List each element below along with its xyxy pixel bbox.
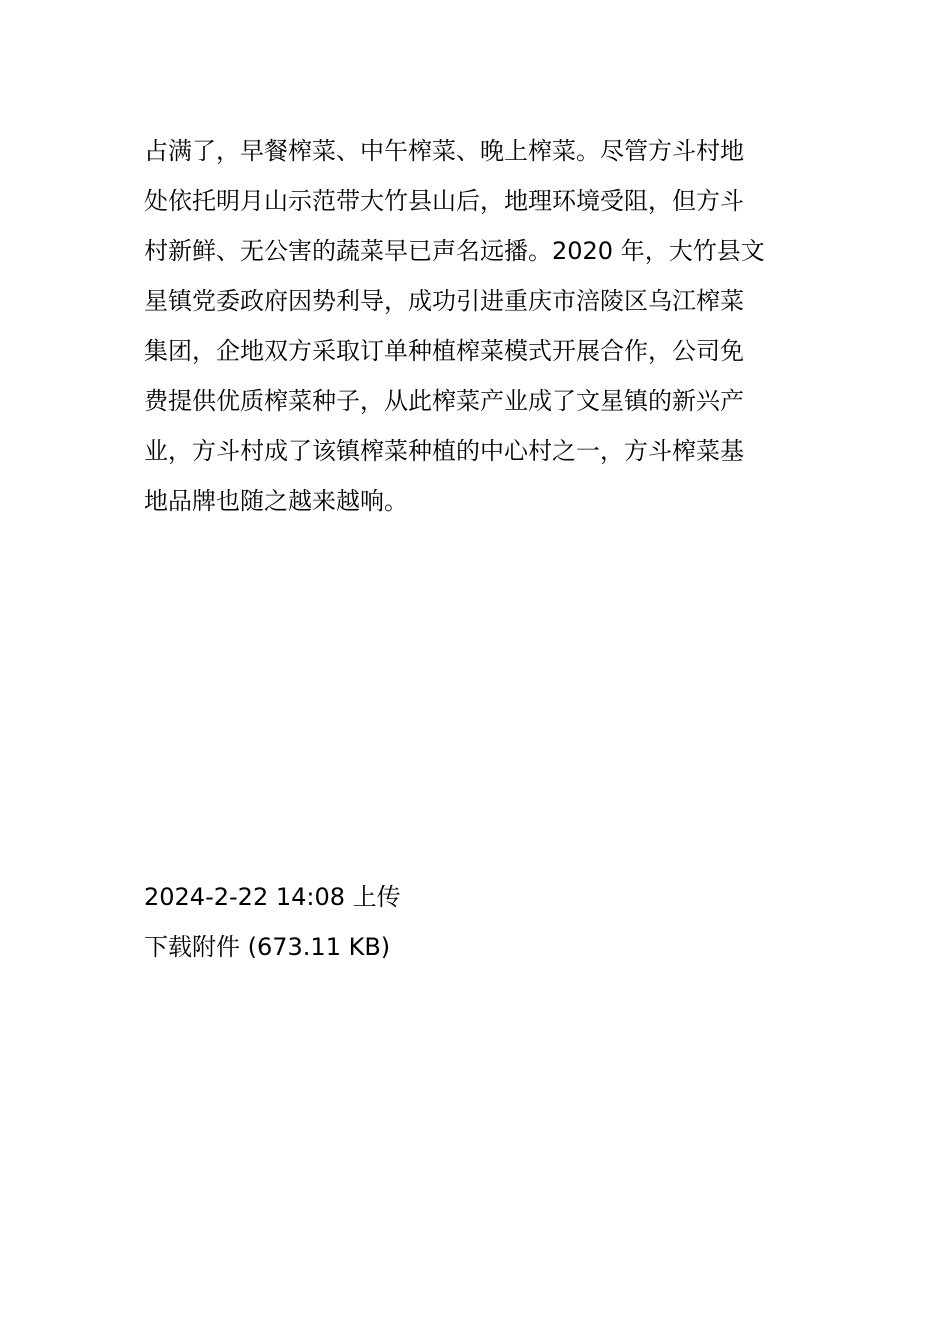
paragraph-line: 业，方斗村成了该镇榨菜种植的中心村之一，方斗榨菜基 (144, 437, 744, 465)
paragraph-line: 处依托明月山示范带大竹县山后，地理环境受阻，但方斗 (144, 187, 744, 215)
paragraph-line: 星镇党委政府因势利导，成功引进重庆市涪陵区乌江榨菜 (144, 287, 744, 315)
download-attachment-link[interactable]: 下载附件 (673.11 KB) (144, 933, 391, 961)
paragraph-line: 集团，企地双方采取订单种植榨菜模式开展合作，公司免 (144, 337, 744, 365)
paragraph-line: 占满了，早餐榨菜、中午榨菜、晚上榨菜。尽管方斗村地 (144, 137, 744, 165)
article-paragraph (144, 126, 808, 526)
paragraph-line: 村新鲜、无公害的蔬菜早已声名远播。2020 年，大竹县文 (144, 237, 765, 265)
paragraph-line: 费提供优质榨菜种子，从此榨菜产业成了文星镇的新兴产 (144, 387, 744, 415)
upload-timestamp: 2024-2-22 14:08 上传 (144, 883, 401, 911)
attachment-info (144, 872, 808, 972)
paragraph-line: 地品牌也随之越来越响。 (144, 487, 408, 515)
